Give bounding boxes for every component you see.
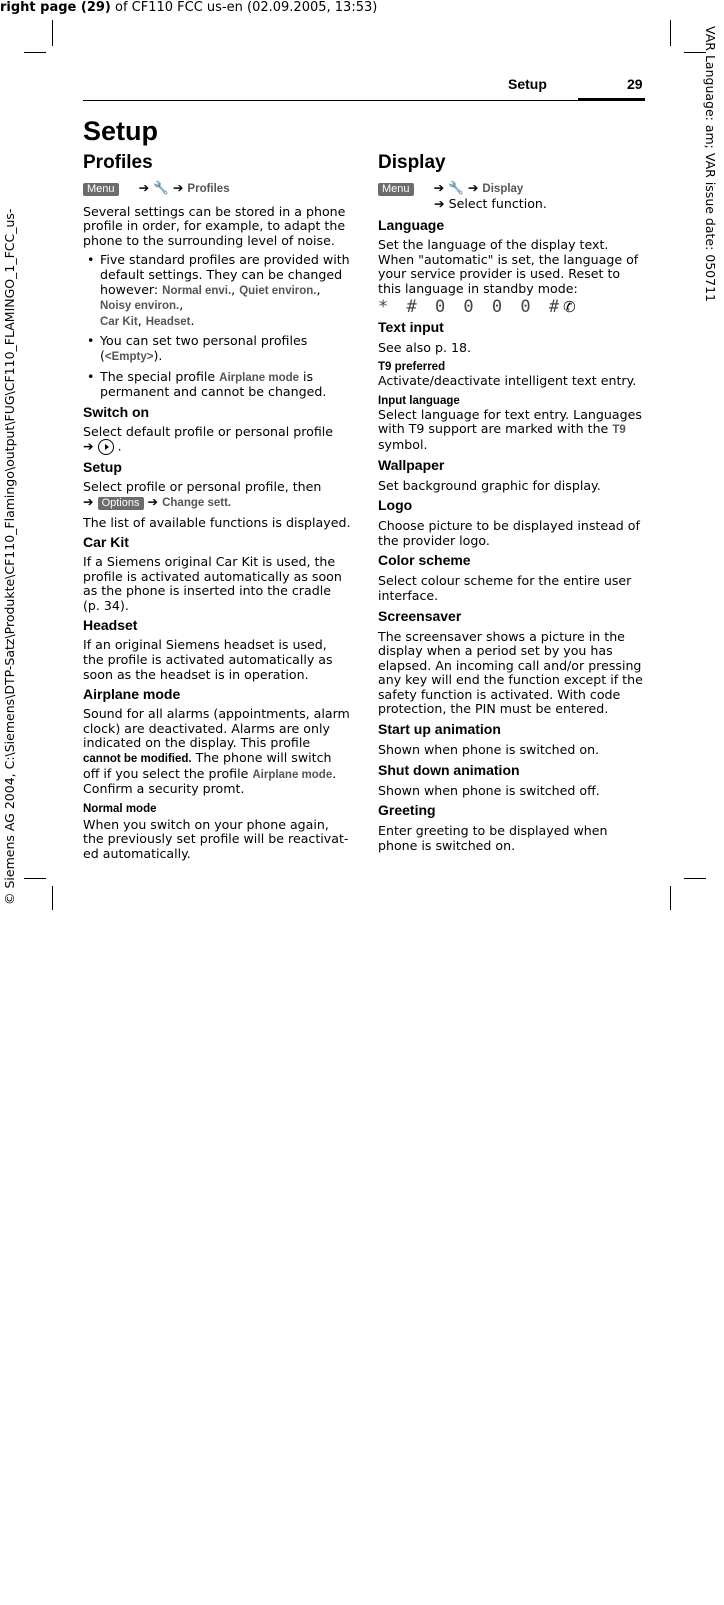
headset-text: If an original Siemens headset is used, the profile is activated automatically as soon as the headset is in operation. [83,637,333,682]
display-nav-label: Display [482,183,524,195]
switch-on-text: Select default profile or personal profile ➔ . [83,423,334,454]
switch-on-heading: Switch on [83,403,150,420]
arrow-icon: ➔ [172,180,184,195]
arrow-icon: ➔ [434,195,445,211]
page-number: 29 [627,76,643,92]
shutdown-animation-heading: Shut down animation [378,761,520,778]
arrow-icon: ➔ [147,493,159,509]
normal-mode-heading: Normal mode [83,802,157,815]
tool-icon: 🔧 [448,180,464,195]
display-heading: Display [378,152,446,173]
select-function-text: Select function. [448,195,547,211]
crop-mark [684,878,706,879]
setup-text: Select profile or personal profile, then ➔ Options ➔ Change sett. [83,479,322,509]
arrow-icon: ➔ [83,438,94,454]
print-info: right page (29) of CF110 FCC us-en (02.09.2005, 13:53) [0,0,378,15]
headset-heading: Headset [83,617,138,634]
list-text: The list of available functions is displayed. [83,514,351,530]
crop-mark [24,878,46,879]
car-kit-text: If a Siemens original Car Kit is used, the profile is activated automatically as soon as the phone is inserted into the cradle (p. 34). [83,554,342,613]
color-scheme-text: Select colour scheme for the entire user interface. [378,573,632,603]
crop-mark [670,20,671,46]
airplane-mode-text: Sound for all alarms (appointments, alarm clock) are deactivated. Alarms are only indicated on the display. This profile cannot be modified. The phone will switch off if you select the profile Airplane mode. Confirm a security promt. [83,706,350,797]
text-input-text: See also p. 18. [378,339,472,355]
profiles-bullets [83,253,351,399]
airplane-mode-heading: Airplane mode [83,686,181,703]
header-rule [83,100,645,101]
logo-heading: Logo [378,497,413,514]
page-title: Setup [83,116,159,146]
greeting-heading: Greeting [378,802,436,819]
list-item: • Five standard profiles are provided with default settings. They can be changed however: Normal envi., Quiet environ., Noisy environ., Car Kit, Headset. [83,253,351,329]
normal-mode-text: When you switch on your phone again, the previously set profile will be reactivat-ed automatically. [83,816,349,861]
arrow-icon: ➔ [433,180,445,195]
menu-key: Menu [83,183,119,196]
arrow-icon: ➔ [83,493,94,509]
screensaver-text: The screensaver shows a picture in the display when a period set by you has elapsed. An incoming call and/or pressing any key will end the function except if the safety function is activated. With code protection, the PIN must be entered. [378,628,643,717]
side-note-right: VAR Language: am; VAR issue date: 050711 [703,26,718,302]
input-language-text: Select language for text entry. Languages with T9 support are marked with the T9 symbol. [378,406,642,452]
display-nav [378,181,644,211]
crop-mark [52,20,53,46]
call-icon: ✆ [563,297,576,316]
input-language-heading: Input language [378,394,460,407]
navigation-key-icon [98,439,114,455]
startup-animation-heading: Start up animation [378,721,501,738]
options-key: Options [98,497,144,510]
header-rule-accent [578,98,645,101]
profiles-heading: Profiles [83,152,153,173]
shutdown-animation-text: Shown when phone is switched off. [378,782,600,798]
greeting-text: Enter greeting to be displayed when phone is switched on. [378,823,608,853]
color-scheme-heading: Color scheme [378,552,471,569]
list-item: • The special profile Airplane mode is permanent and cannot be changed. [83,370,351,400]
startup-animation-text: Shown when phone is switched on. [378,742,600,758]
language-text: Set the language of the display text. When "automatic" is set, the language of your service provider is used. Reset to this language in standby mode: [378,237,639,296]
text-input-heading: Text input [378,318,444,335]
t9-preferred-text: Activate/deactivate intelligent text entry. [378,373,637,389]
running-header-title: Setup [508,76,547,92]
logo-text: Choose picture to be displayed instead of the provider logo. [378,518,640,548]
menu-key: Menu [378,183,414,196]
wallpaper-text: Set background graphic for display. [378,477,601,493]
wallpaper-heading: Wallpaper [378,456,445,473]
arrow-icon: ➔ [138,180,150,195]
profiles-nav [83,181,351,197]
crop-mark [670,886,671,910]
t9-preferred-heading: T9 preferred [378,361,446,374]
car-kit-heading: Car Kit [83,534,129,551]
side-note-left: © Siemens AG 2004, C:\Siemens\DTP-Satz\Produkte\CF110_Flamingo\output\FUG\CF110_FLAMINGO_1_FCC_us- [2,208,17,905]
crop-mark [24,52,46,53]
profiles-intro: Several settings can be stored in a phone profile in order, for example, to adapt the phone to the surrounding level of noise. [83,203,346,248]
right-column [378,152,644,853]
reset-sequence: * # 0 0 0 0 #✆ [378,296,576,317]
language-heading: Language [378,217,445,234]
profiles-nav-label: Profiles [187,183,230,195]
change-settings-label: Change sett. [162,496,232,509]
setup-heading: Setup [83,459,122,476]
tool-icon: 🔧 [153,180,169,195]
list-item: • You can set two personal profiles (<Empty>). [83,334,351,364]
crop-mark [52,886,53,910]
screensaver-heading: Screensaver [378,607,462,624]
arrow-icon: ➔ [467,180,479,195]
left-column [83,152,351,862]
